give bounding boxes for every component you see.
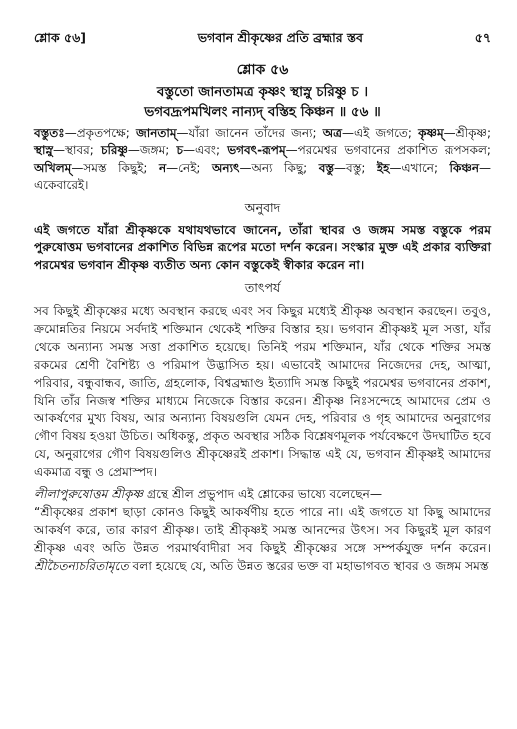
sanskrit-verse [34,82,491,122]
synonym-term: ন [158,160,167,175]
synonym-term: ভগবৎ-রূপম্ [227,143,286,158]
verse-line-1: বস্তুতো জানতামত্র কৃষ্ণং স্থাস্নু চরিষ্ণু চ । [156,84,369,100]
purport-text [34,303,491,482]
synonym-term: কৃষ্ণম্ [418,126,444,140]
synonym-term: চ [176,143,183,158]
synonym-term: চরিষ্ণু [100,143,128,158]
synonym-term: বস্তু [318,160,335,175]
synonym-term: ইহ [376,160,390,175]
synonym-term: অত্র [322,126,342,140]
verse-line-2: ভগবদ্রূপমখিলং নান্যদ্ বস্তিহ কিঞ্চন ॥ ৫৬ ॥ [144,104,381,120]
synonym-meaning: —এখানে; [389,160,450,175]
synonym-meaning: —বস্তু; [334,160,377,175]
synonym-meaning: —একেবারেই। [34,160,492,193]
quote-body: “শ্রীকৃষ্ণের প্রকাশ ছাড়া কোনও কিছুই আকর্ষণীয় হতে পারে না। এই জগতে যা কিছু আমাদের আকর্ষণ করে, তার কারণ শ্রীকৃষ্ণ। তাই শ্রীকৃষ্ণই সমস্ত আনন্দের উৎস। সব কিছুরই মূল কারণ শ্রীকৃষ্ণ এবং অতি উন্নত পরমার্থবাদীরা সব কিছুই শ্রীকৃষ্ণের সঙ্গে সম্পর্কযুক্ত দর্শন করেন। [34,504,491,555]
synonym-meaning: —যাঁরা জানেন তাঁদের জন্য; [176,126,323,140]
quote-tail-text: বলা হয়েছে যে, অতি উন্নত স্তরের ভক্ত বা মহাভাগবত স্থাবর ও জঙ্গম সমস্ত [128,558,489,573]
page-header [34,30,491,50]
translation-heading: অনুবাদ [244,199,281,215]
quote-intro-text: গ্রন্থে শ্রীল প্রভুপাদ এই শ্লোকের ভাষ্যে বলেছেন— [143,487,383,502]
synonym-meaning: —প্রকৃতপক্ষে; [64,126,136,140]
synonym-meaning: —এই জগতে; [341,126,419,140]
sloka-heading: শ্লোক ৫৬ [236,62,289,78]
page-number: ৫৭ [474,30,491,45]
synonym-meaning: —জঙ্গম; [127,143,177,158]
synonym-meaning: —অন্য কিছু; [239,160,319,175]
purport-heading: তাৎপর্য [244,280,281,296]
synonym-term: বস্তুতঃ [34,126,65,140]
purport-paragraph: সব কিছুই শ্রীকৃষ্ণের মধ্যে অবস্থান করছে এবং সব কিছুর মধ্যেই শ্রীকৃষ্ণ অবস্থান করছেন। তবুও, ক্রমোন্নতির নিয়মে সর্বদাই শক্তিমান থেকেই শক্তির বিস্তার হয়। ভগবান শ্রীকৃষ্ণই মূল সত্তা, যাঁর থেকে অন্যান্য সমস্ত সত্তা প্রকাশিত হয়েছে। তিনিই পরম শক্তিমান, যাঁর থেকে শক্তির সমস্ত রকমের শ্রেণী বৈশিষ্ট্য ও পরিমাপ উদ্ভাসিত হয়। এভাবেই আমাদের নিজেদের দেহ, আত্মা, পরিবার, বন্ধুবান্ধব, জাতি, গ্রহলোক, বিশ্বব্রহ্মাণ্ড ইত্যাদি সমস্ত কিছুই পরমেশ্বর ভগবানের প্রকাশ, যিনি তাঁর নিজস্ব শক্তির মাধ্যমে নিজেকে বিস্তার করেন। শ্রীকৃষ্ণ নিঃসন্দেহে আমাদের প্রেম ও আকর্ষণের মুখ্য বিষয়, আর অন্যান্য বিষয়গুলি যেমন দেহ, পরিবার ও গৃহ আমাদের অনুরাগের গৌণ বিষয় হওয়া উচিত। অধিকন্তু, প্রকৃত অবস্থার সঠিক বিশ্লেষণমূলক পর্যবেক্ষণে উদঘাটিত হবে যে, অনুরাগের গৌণ বিষয়গুলিও শ্রীকৃষ্ণেরই প্রকাশ। সিদ্ধান্ত এই যে, ভগবান শ্রীকৃষ্ণই আমাদের একমাত্র বন্ধু ও প্রেমাস্পদ। [34,304,491,480]
synonym-term: কিঞ্চন [449,160,480,175]
header-verse-ref: শ্লোক ৫৬] [34,30,86,45]
quotation-text [34,504,491,576]
cc-book-reference: শ্রীচৈতন্যচরিতামৃতে [34,558,129,573]
synonym-term: স্থাস্নু [34,143,54,158]
synonym-meaning: —পরমেশ্বর ভগবানের প্রকাশিত রূপসকল; [285,143,491,158]
synonym-meaning: —নেই; [166,160,213,175]
word-for-word-synonyms [34,125,491,195]
synonym-meaning: —এবং; [182,143,228,158]
quote-introduction [34,486,491,504]
synonym-term: জানতাম্ [136,126,177,140]
synonym-term: অন্যৎ [212,160,240,175]
running-title: ভগবান শ্রীকৃষ্ণের প্রতি ব্রহ্মার স্তব [197,30,363,45]
synonym-meaning: —শ্রীকৃষ্ণ; [443,126,491,140]
synonym-meaning: —সমস্ত কিছুই; [71,160,159,175]
synonym-term: অখিলম্ [34,160,72,175]
synonym-meaning: —স্থাবর; [53,143,101,158]
translation-text: এই জগতে যাঁরা শ্রীকৃষ্ণকে যথাযথভাবে জানেন, তাঁরা স্থাবর ও জঙ্গম সমস্ত বস্তুকে পরম পুরুষোত্তম ভগবানের প্রকাশিত বিভিন্ন রূপের মতো দর্শন করেন। সংস্কার মুক্ত এই প্রকার ব্যক্তিরা পরমেশ্বর ভগবান শ্রীকৃষ্ণ ব্যতীত অন্য কোন বস্তুকেই স্বীকার করেন না। [34,222,491,273]
book-title-reference: লীলাপুরুষোত্তম শ্রীকৃষ্ণ [34,487,144,502]
